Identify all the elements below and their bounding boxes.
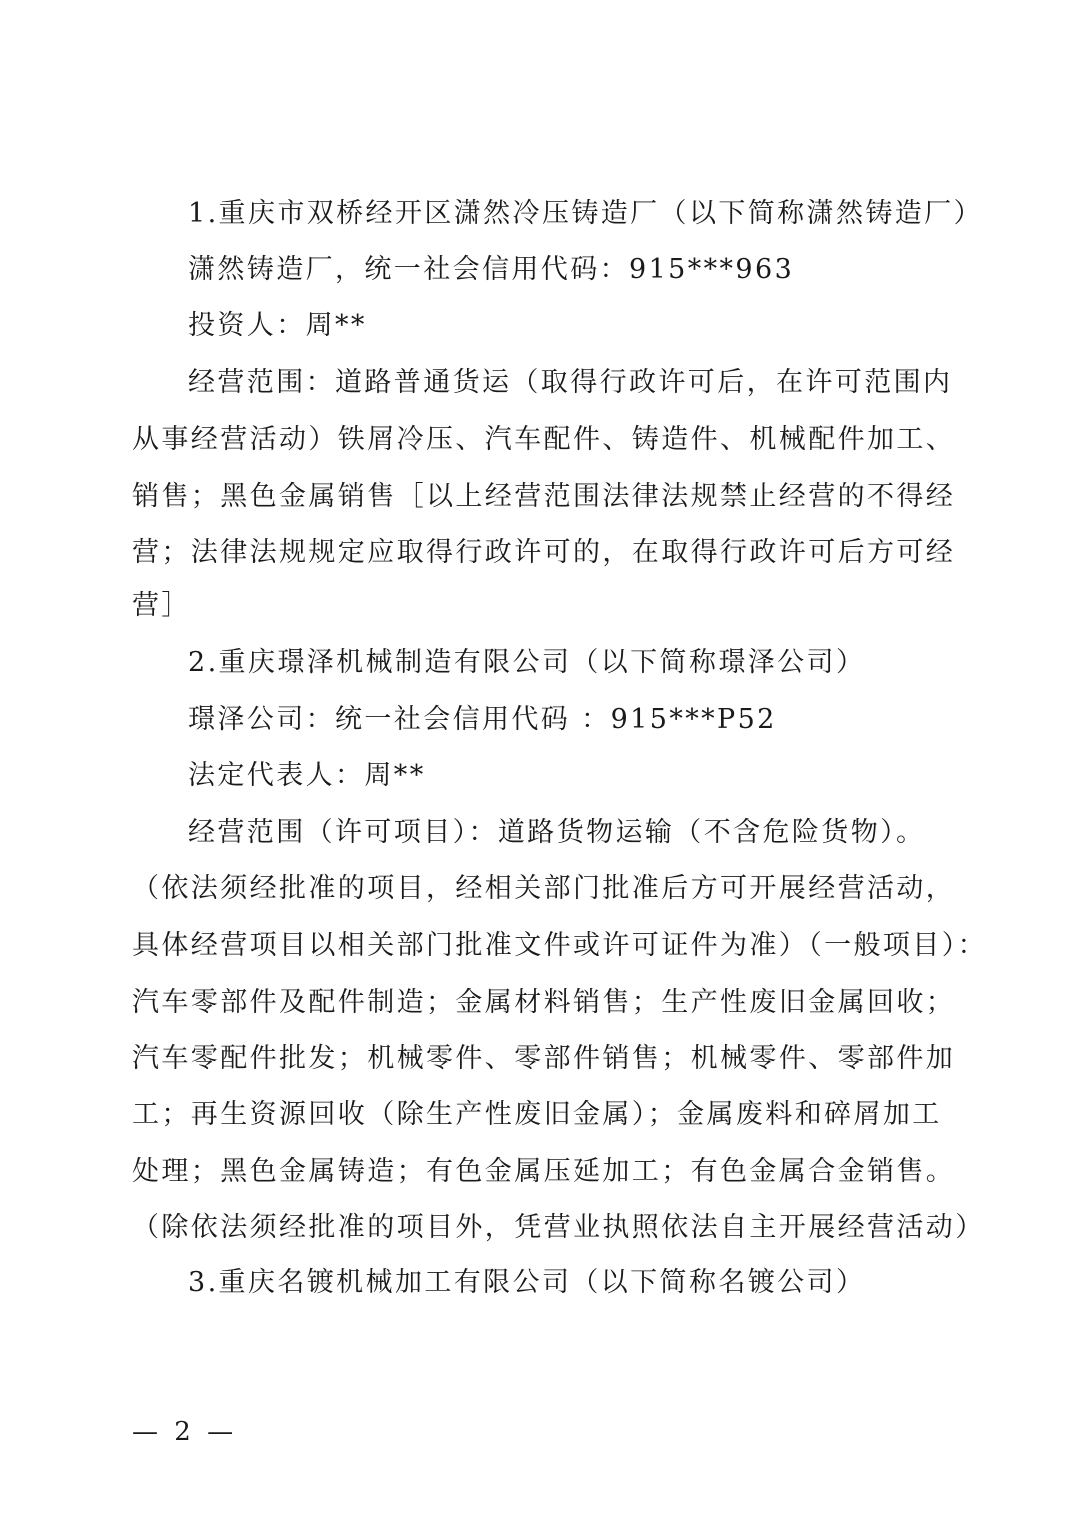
company-3-heading: 3.重庆名镀机械加工有限公司（以下简称名镀公司）	[188, 1267, 866, 1298]
company-1-scope-line: 销售；黑色金属销售［以上经营范围法律法规禁止经营的不得经	[132, 481, 956, 512]
company-2-scope-line: 经营范围（许可项目）：道路货物运输（不含危险货物）。	[188, 817, 926, 848]
company-2-scope-line: （依法须经批准的项目，经相关部门批准后方可开展经营活动，	[132, 873, 956, 904]
company-2-scope-line: 汽车零配件批发；机械零件、零部件销售；机械零件、零部件加	[132, 1043, 956, 1074]
page-number: — 2 —	[132, 1417, 238, 1447]
company-2-legal-representative: 法定代表人：周**	[188, 760, 426, 791]
company-1-heading: 1.重庆市双桥经开区潇然冷压铸造厂（以下简称潇然铸造厂）	[188, 198, 983, 229]
company-2-scope-line: 汽车零部件及配件制造；金属材料销售；生产性废旧金属回收；	[132, 987, 956, 1018]
company-2-scope-line: （除依法须经批准的项目外，凭营业执照依法自主开展经营活动）	[132, 1212, 985, 1243]
company-2-heading: 2.重庆璟泽机械制造有限公司（以下简称璟泽公司）	[188, 647, 866, 678]
company-1-scope-line: 经营范围：道路普通货运（取得行政许可后，在许可范围内	[188, 367, 953, 398]
company-1-scope-line: 营］	[132, 590, 191, 621]
company-1-investor: 投资人：周**	[188, 310, 367, 341]
company-1-credit-code: 潇然铸造厂，统一社会信用代码：915***963	[188, 254, 795, 285]
company-1-scope-line: 从事经营活动）铁屑冷压、汽车配件、铸造件、机械配件加工、	[132, 424, 956, 455]
company-2-scope-line: 工；再生资源回收（除生产性废旧金属）；金属废料和碎屑加工	[132, 1099, 942, 1130]
company-1-scope-line: 营；法律法规规定应取得行政许可的，在取得行政许可后方可经	[132, 537, 956, 568]
company-2-scope-line: 具体经营项目以相关部门批准文件或许可证件为准）（一般项目）：	[132, 930, 987, 961]
company-2-credit-code: 璟泽公司：统一社会信用代码 ：915***P52	[188, 704, 777, 735]
company-2-scope-line: 处理；黑色金属铸造；有色金属压延加工；有色金属合金销售。	[132, 1156, 956, 1187]
